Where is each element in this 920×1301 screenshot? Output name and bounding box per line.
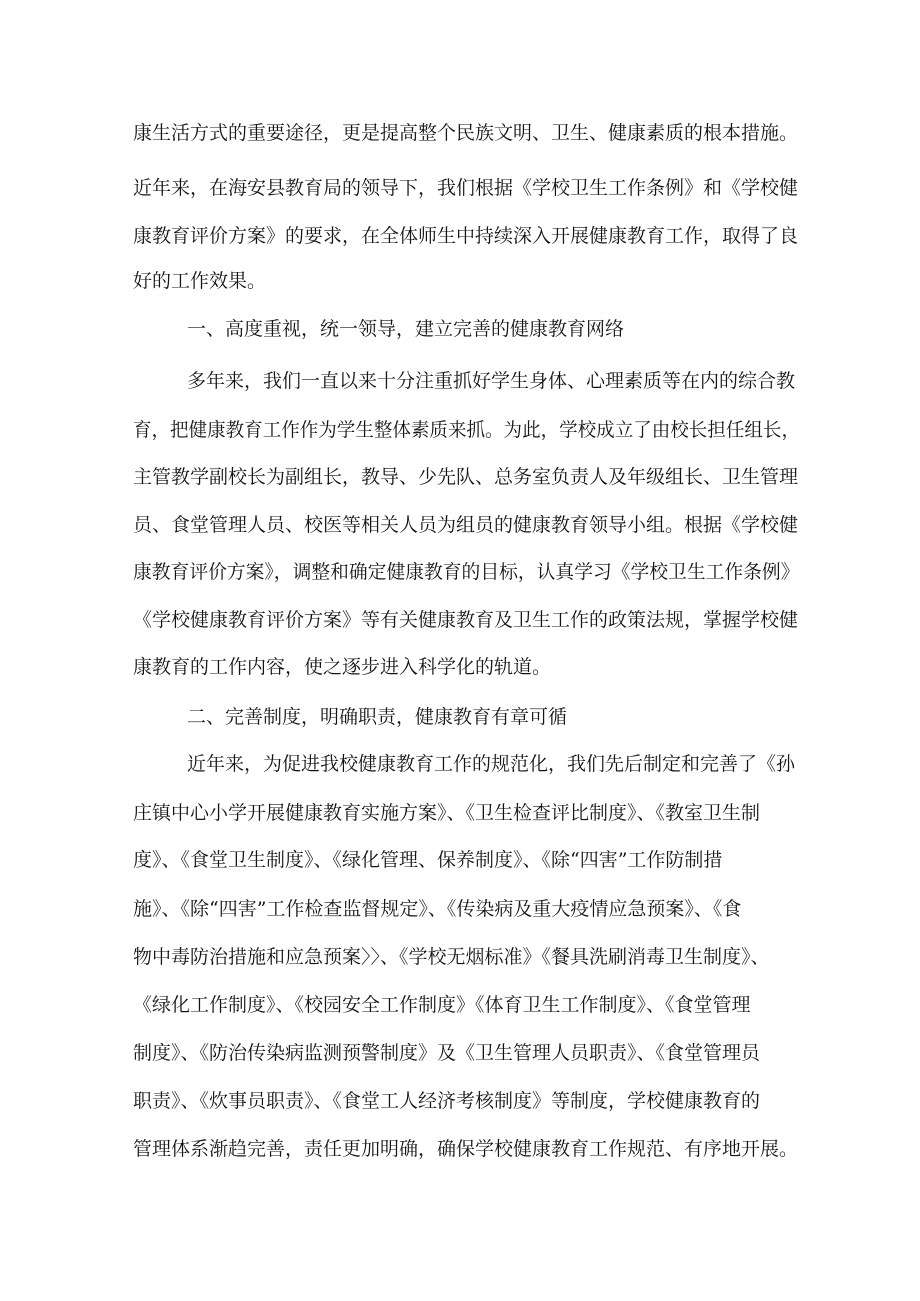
section-heading: 一、高度重视，统一领导，建立完善的健康教育网络	[187, 318, 625, 340]
text-line: 制度》、《防治传染病监测预警制度》及《卫生管理人员职责》、《食堂管理员	[133, 1042, 761, 1064]
section-heading: 二、完善制度，明确职责，健康教育有章可循	[187, 706, 568, 728]
text-line: 施》、《除“四害”工作检查监督规定》、《传染病及重大疫情应急预案》、《食	[133, 898, 742, 920]
text-line: 《学校健康教育评价方案》等有关健康教育及卫生工作的政策法规，掌握学校健	[133, 609, 799, 631]
text-line: 庄镇中心小学开展健康教育实施方案》、《卫生检查评比制度》、《教室卫生制	[133, 802, 761, 824]
text-line: 近年来，在海安县教育局的领导下，我们根据《学校卫生工作条例》和《学校健	[133, 177, 799, 199]
text-line: 康教育评价方案》的要求，在全体师生中持续深入开展健康教育工作，取得了良	[133, 225, 799, 247]
text-line: 多年来，我们一直以来十分注重抓好学生身体、心理素质等在内的综合教	[187, 370, 796, 392]
text-line: 度》、《食堂卫生制度》、《绿化管理、保养制度》、《除“四害”工作防制措	[133, 849, 723, 871]
text-line: 职责》、《炊事员职责》、《食堂工人经济考核制度》等制度，学校健康教育的	[133, 1090, 761, 1112]
text-line: 康教育的工作内容，使之逐步进入科学化的轨道。	[133, 656, 552, 678]
text-line: 物中毒防治措施和应急预案〉〉、《学校无烟标准》《餐具洗刷消毒卫生制度》、	[133, 946, 770, 968]
text-line: 员、食堂管理人员、校医等相关人员为组员的健康教育领导小组。根据《学校健	[133, 514, 799, 536]
text-line: 近年来，为促进我校健康教育工作的规范化，我们先后制定和完善了《孙	[187, 753, 796, 775]
text-line: 管理体系渐趋完善，责任更加明确，确保学校健康教育工作规范、有序地开展。	[133, 1138, 799, 1160]
text-line: 主管教学副校长为副组长，教导、少先队、总务室负责人及年级组长、卫生管理	[133, 466, 799, 488]
text-line: 康生活方式的重要途径，更是提高整个民族文明、卫生、健康素质的根本措施。	[133, 122, 799, 144]
text-line: 育，把健康教育工作作为学生整体素质来抓。为此，学校成立了由校长担任组长，	[133, 419, 800, 441]
text-line: 《绿化工作制度》、《校园安全工作制度》《体育卫生工作制度》、《食堂管理	[133, 994, 751, 1016]
text-line: 康教育评价方案》，调整和确定健康教育的目标，认真学习《学校卫生工作条例》	[133, 561, 800, 583]
text-line: 好的工作效果。	[133, 270, 267, 292]
